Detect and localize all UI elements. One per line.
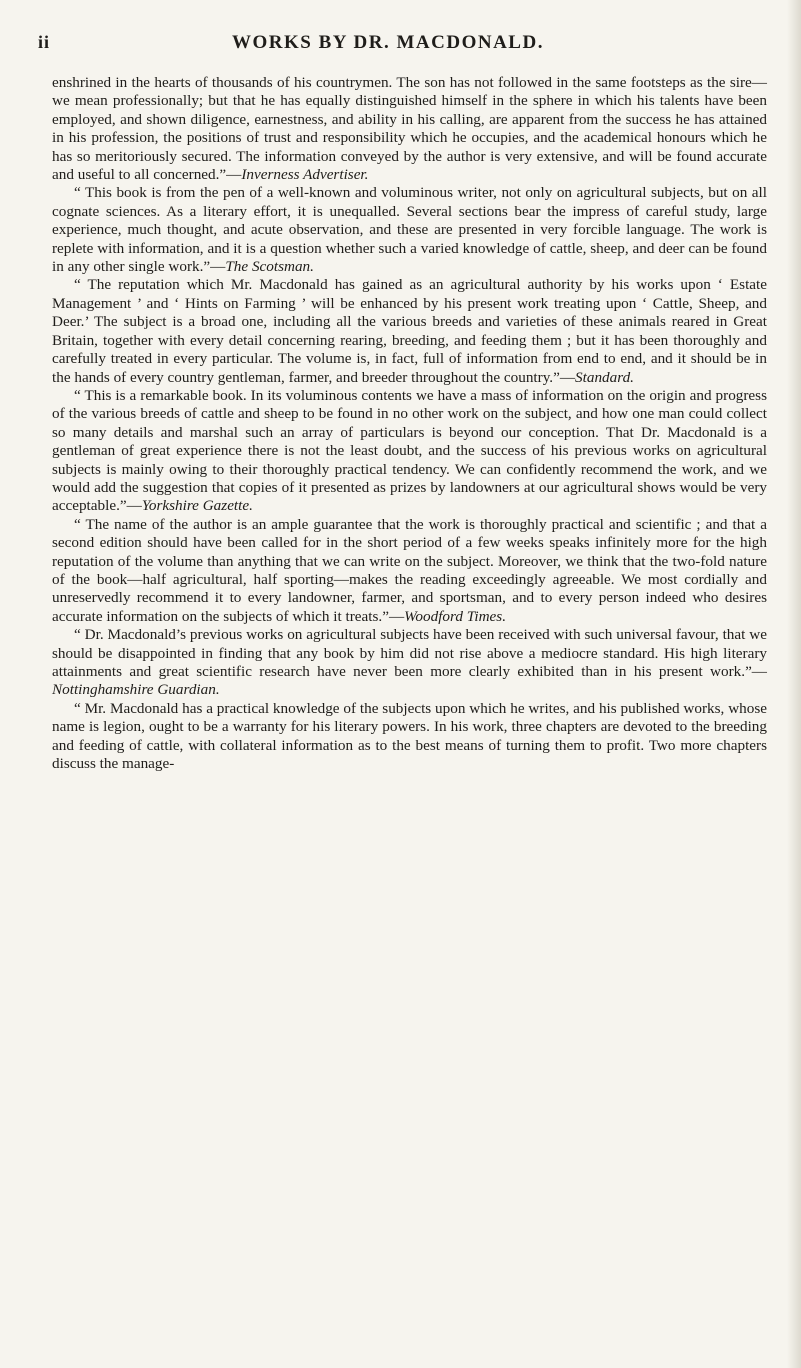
review-paragraph (52, 74, 767, 184)
review-paragraph (52, 516, 767, 626)
review-source: Standard. (575, 368, 634, 386)
review-text: “ The reputation which Mr. Macdonald has gained as an agricultural authority by his works upon ‘ Estate Management ’ and ‘ Hints on Farming ’ will be enhanced by his present work treating upon ‘ Cattle, Sheep, and Deer.’ The subject is a broad one, including all the various breeds and varieties of these animals reared in Great Britain, together with every detail concerning rearing, breeding, and feeding them ; but it has been thoroughly and carefully treated in every particular. The volume is, in fact, full of information from end to end, and it should be in the hands of every country gentleman, farmer, and breeder throughout the country.”— (52, 276, 767, 386)
page-header (38, 30, 738, 60)
review-source: Woodford Times. (404, 607, 506, 625)
review-text: “ This book is from the pen of a well-known and voluminous writer, not only on agricultural subjects, but on all cognate sciences. As a literary effort, it is unequalled. Several sections bear the impress of careful study, large experience, much thought, and acute observation, and these are presented in very forcible language. The work is replete with information, and it is a question whether such a varied knowledge of cattle, sheep, and deer can be found in any other single work.”— (52, 184, 767, 276)
review-source: Nottinghamshire Guardian. (52, 681, 220, 699)
review-text: enshrined in the hearts of thousands of his countrymen. The son has not followed in the same footsteps as the sire—we mean professionally; but that he has equally distinguished himself in the sphere in which his talents have been employed, and shown diligence, earnestness, and ability in his calling, are apparent from the success he has attained in his profession, the positions of trust and responsibility which he occupies, and the academical honours which he has so meritoriously secured. The information conveyed by the author is very extensive, and will be found accurate and useful to all concerned.”— (52, 74, 767, 184)
body-text (52, 74, 767, 773)
review-text: “ This is a remarkable book. In its voluminous contents we have a mass of information on the origin and progress of the various breeds of cattle and sheep to be found in no other work on the subject, and how one man could collect so many details and marshal such an array of particulars is beyond our conception. That Dr. Macdonald is a gentleman of great experience there is not the least doubt, and the success of his previous works on agricultural subjects is mainly owing to their thoroughly practical tendency. We can confidently recommend the work, and we would add the suggestion that copies of it presented as prizes by landowners at our agricultural shows would be very acceptable.”— (52, 386, 767, 515)
review-text: “ Dr. Macdonald’s previous works on agricultural subjects have been received with such universal favour, that we should be disappointed in finding that any book by him did not rise above a mediocre standard. His high literary attainments and great scientific research have never been more clearly exhibited than in his present work.”— (52, 626, 767, 680)
review-text: “ Mr. Macdonald has a practical knowledge of the subjects upon which he writes, and his published works, whose name is legion, ought to be a warranty for his literary powers. In his work, three chapters are devoted to the breeding and feeding of cattle, with collateral information as to the best means of turning them to profit. Two more chapters discuss the manage- (52, 699, 767, 773)
review-paragraph (52, 700, 767, 774)
review-paragraph (52, 387, 767, 516)
review-source: The Scotsman. (225, 258, 314, 276)
running-head: WORKS BY DR. MACDONALD. (232, 32, 544, 53)
review-source: Inverness Advertiser. (241, 166, 369, 184)
review-paragraph (52, 626, 767, 700)
review-paragraph (52, 276, 767, 386)
page-edge-shadow (787, 0, 801, 1368)
page-number: ii (38, 32, 51, 52)
review-text: “ The name of the author is an ample guarantee that the work is thoroughly practical and scientific ; and that a second edition should have been called for in the short period of a few weeks speaks infinitely more for the high reputation of the volume than anything that we can write on the subject. Moreover, we think that the two-fold nature of the book—half agricultural, half sporting—makes the reading exceedingly agreeable. We most cordially and unreservedly recommend it to every landowner, farmer, and sportsman, and to every person indeed who desires accurate information on the subjects of which it treats.”— (52, 515, 767, 625)
review-source: Yorkshire Gazette. (141, 497, 253, 515)
review-paragraph (52, 184, 767, 276)
